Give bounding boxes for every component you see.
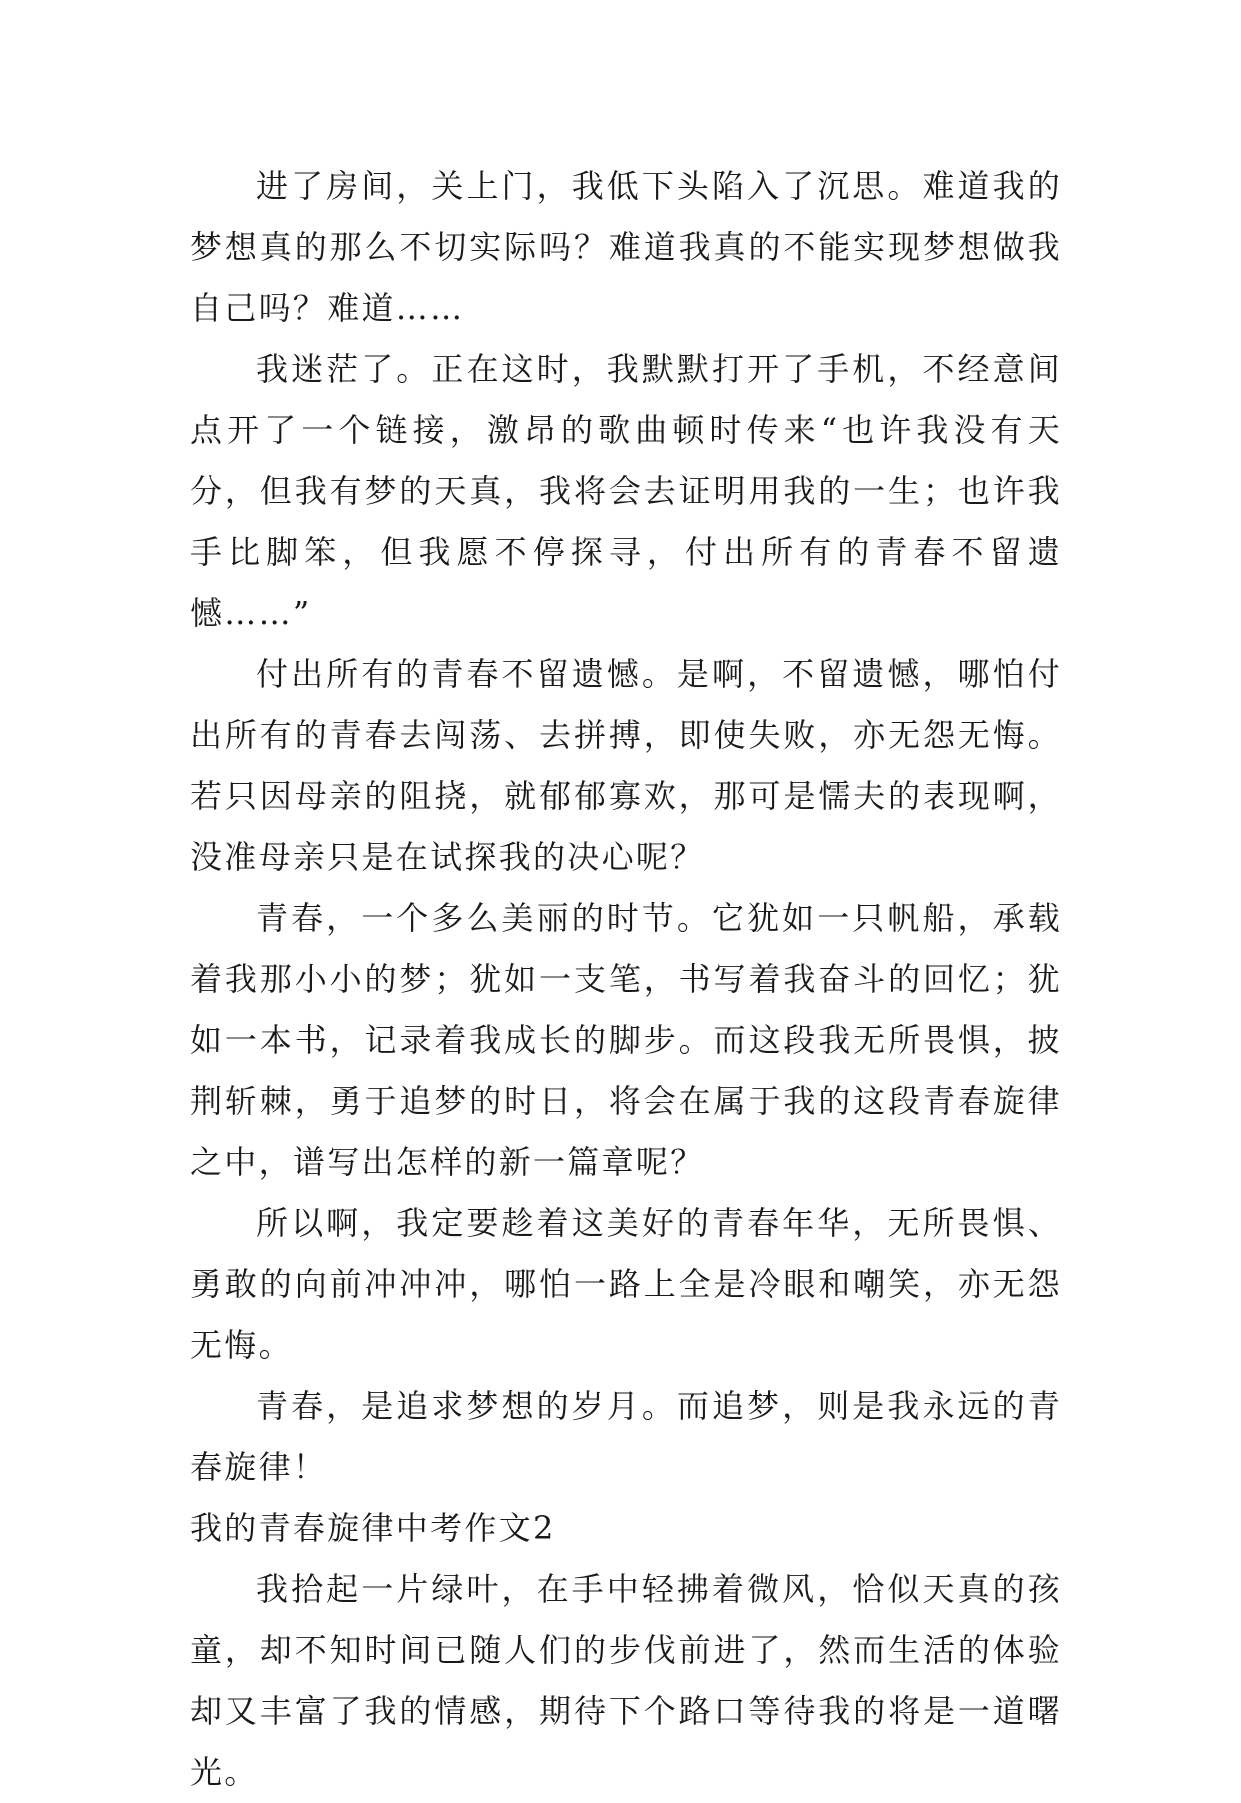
paragraph-7: 我拾起一片绿叶，在手中轻拂着微风，恰似天真的孩童，却不知时间已随人们的步伐前进了，然而生活的体验却又丰富了我的情感，期待下个路口等待我的将是一道曙光。 [190,1570,1062,1791]
section-heading: 我的青春旋律中考作文2 [190,1509,556,1547]
document-page [190,156,1062,1803]
paragraph-1: 进了房间，关上门，我低下头陷入了沉思。难道我的梦想真的那么不切实际吗？难道我真的不能实现梦想做我自己吗？难道…… [190,167,1062,327]
paragraph-4: 青春，一个多么美丽的时节。它犹如一只帆船，承载着我那小小的梦；犹如一支笔，书写着我奋斗的回忆；犹如一本书，记录着我成长的脚步。而这段我无所畏惧，披荆斩棘，勇于追梦的时日，将会在属于我的这段青春旋律之中，谱写出怎样的新一篇章呢？ [190,899,1062,1181]
paragraph-2: 我迷茫了。正在这时，我默默打开了手机，不经意间点开了一个链接，激昂的歌曲顿时传来“也许我没有天分，但我有梦的天真，我将会去证明用我的一生；也许我手比脚笨，但我愿不停探寻，付出所有的青春不留遗憾……” [190,350,1062,632]
paragraph-6: 青春，是追求梦想的岁月。而追梦，则是我永远的青春旋律！ [190,1387,1062,1486]
paragraph-3: 付出所有的青春不留遗憾。是啊，不留遗憾，哪怕付出所有的青春去闯荡、去拼搏，即使失败，亦无怨无悔。若只因母亲的阻挠，就郁郁寡欢，那可是懦夫的表现啊，没准母亲只是在试探我的决心呢？ [190,655,1062,876]
paragraph-5: 所以啊，我定要趁着这美好的青春年华，无所畏惧、勇敢的向前冲冲冲，哪怕一路上全是冷眼和嘲笑，亦无怨无悔。 [190,1204,1062,1364]
